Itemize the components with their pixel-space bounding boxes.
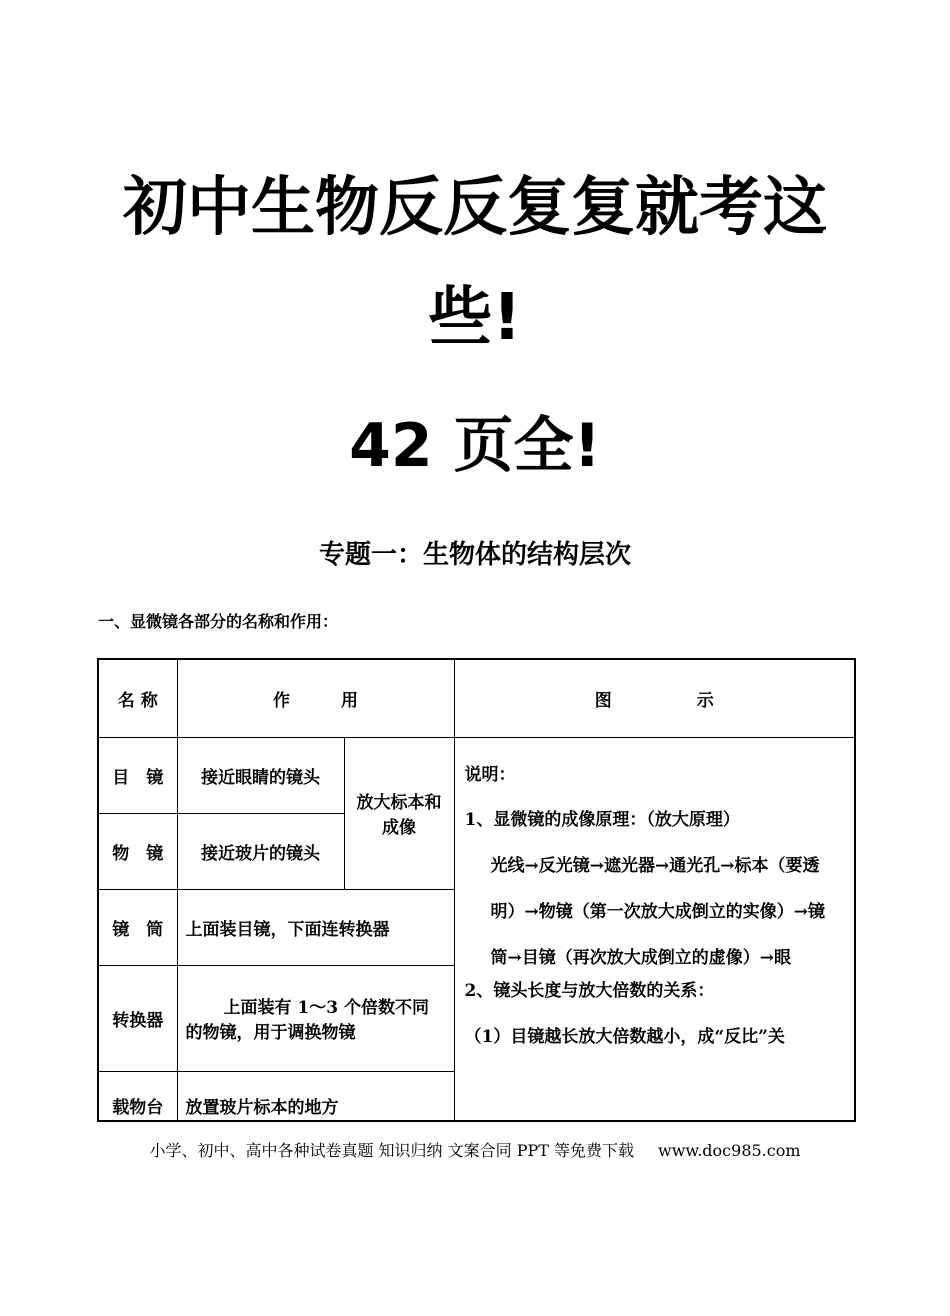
- table-header-row: [98, 659, 855, 737]
- microscope-parts-table: [97, 658, 856, 1122]
- row-name-stage: 载物台: [98, 1071, 177, 1121]
- page-footer: [0, 1138, 950, 1161]
- notes-cell: [454, 737, 855, 1121]
- row-name-converter: 转换器: [98, 965, 177, 1071]
- section-heading: 一、显微镜各部分的名称和作用：: [98, 612, 339, 631]
- row-function-objective: 接近玻片的镜头: [177, 813, 344, 889]
- header-function: 作 用: [177, 659, 454, 737]
- table-row: [98, 737, 855, 813]
- row-name-tube: 镜 筒: [98, 889, 177, 965]
- header-diagram: 图 示: [454, 659, 855, 737]
- note-line: 2、镜头长度与放大倍数的关系：: [464, 981, 715, 1002]
- note-line: 明）→物镜（第一次放大成倒立的实像）→镜: [490, 901, 825, 922]
- row-function-eyepiece: 接近眼睛的镜头: [177, 737, 344, 813]
- row-name-objective: 物 镜: [98, 813, 177, 889]
- row-name-eyepiece: 目 镜: [98, 737, 177, 813]
- header-name: 名 称: [98, 659, 177, 737]
- note-line: 说明：: [464, 764, 516, 785]
- note-line: 光线→反光镜→遮光器→通光孔→标本（要透: [490, 856, 820, 877]
- document-title-line-1: 初中生物反反复复就考这: [123, 171, 827, 245]
- note-line: （1）目镜越长放大倍数越小，成“反比”关: [464, 1027, 785, 1048]
- row-function-converter: 上面装有 1～3 个倍数不同的物镜，用于调换物镜: [177, 965, 454, 1071]
- row-function-tube: 上面装目镜，下面连转换器: [177, 889, 454, 965]
- document-title-line-3: 42 页全!: [349, 411, 601, 481]
- footer-url[interactable]: www.doc985.com: [658, 1141, 801, 1160]
- footer-text: 小学、初中、高中各种试卷真题 知识归纳 文案合同 PPT 等免费下载: [149, 1141, 635, 1160]
- topic-subtitle: 专题一：生物体的结构层次: [318, 540, 631, 570]
- row-function-stage: 放置玻片标本的地方: [177, 1071, 454, 1121]
- note-line: 筒→目镜（再次放大成倒立的虚像）→眼: [490, 947, 791, 968]
- merged-function-cell: 放大标本和成像: [344, 737, 454, 889]
- note-line: 1、显微镜的成像原理：（放大原理）: [464, 810, 740, 831]
- document-title-line-2: 些!: [428, 281, 522, 355]
